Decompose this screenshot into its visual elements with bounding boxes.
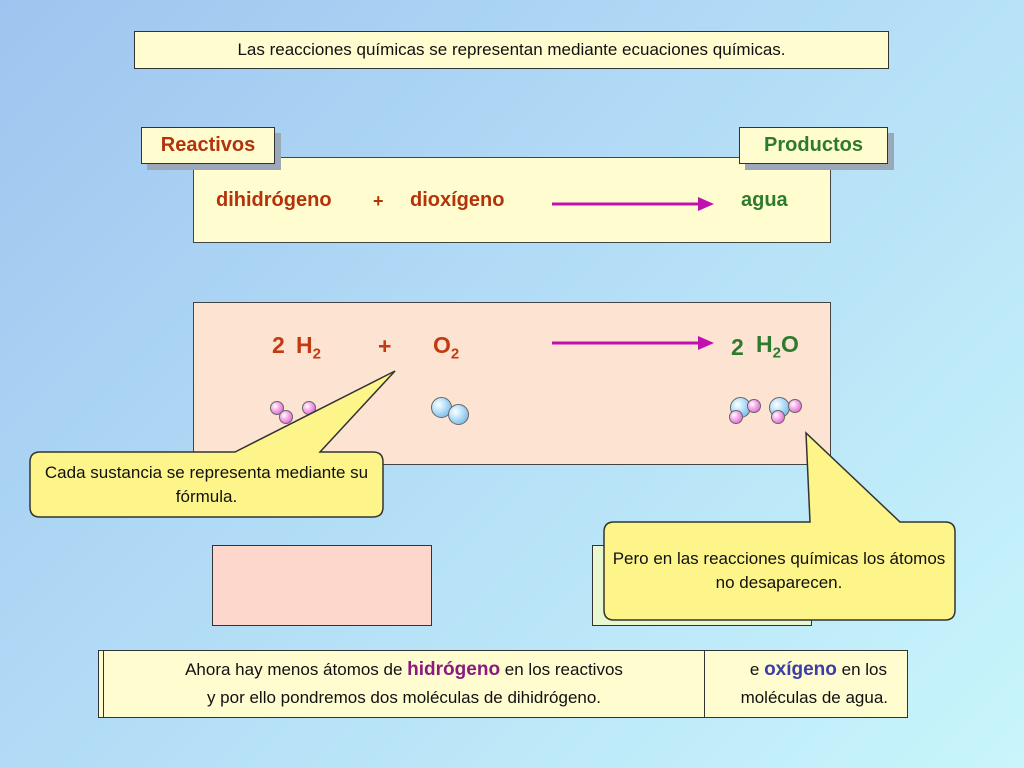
reactants-label-text: Reactivos bbox=[160, 134, 256, 156]
hydrogen-note-line2: y por ello pondremos dos moléculas de dihidrógeno. bbox=[206, 688, 602, 707]
oxygen-highlight: oxígeno bbox=[764, 659, 837, 680]
callout-atoms bbox=[604, 522, 954, 620]
word-product: agua bbox=[741, 189, 788, 211]
oxygen-note-line2: moléculas de agua. bbox=[740, 688, 888, 707]
h2o-o-symbol: O bbox=[780, 331, 799, 357]
word-reactant-2: dioxígeno bbox=[410, 189, 505, 211]
o2-symbol: O bbox=[433, 332, 451, 358]
coefficient-h2: 2 bbox=[272, 332, 285, 358]
word-reactant-1: dihidrógeno bbox=[216, 189, 332, 211]
hydrogen-note-post: en los reactivos bbox=[500, 660, 623, 679]
oxygen-note-line1 bbox=[750, 656, 887, 684]
hydrogen-highlight: hidrógeno bbox=[407, 659, 501, 680]
title-text: Las reacciones químicas se representan mediante ecuaciones químicas. bbox=[237, 40, 786, 59]
hydrogen-note-box bbox=[103, 650, 705, 718]
hydrogen-note-line1 bbox=[104, 656, 704, 684]
h2o-subscript: 2 bbox=[772, 344, 781, 362]
word-plus-sign: + bbox=[373, 191, 384, 211]
formula-plus-sign: + bbox=[378, 333, 392, 359]
oxygen-note-post: en los bbox=[836, 660, 887, 679]
o2-subscript: 2 bbox=[450, 345, 460, 363]
callout-formula-text: Cada sustancia se representa mediante su fórmula. bbox=[44, 462, 369, 506]
h2-subscript: 2 bbox=[312, 345, 321, 363]
h2-symbol: H bbox=[296, 332, 313, 358]
oxygen-note-pre: e bbox=[749, 660, 765, 679]
hydrogen-note-pre: Ahora hay menos átomos de bbox=[185, 660, 408, 679]
coefficient-h2o: 2 bbox=[731, 334, 744, 360]
h2o-h-symbol: H bbox=[756, 331, 773, 357]
callout-atoms-text: Pero en las reacciones químicas los átomos no desaparecen. bbox=[612, 549, 946, 592]
products-label-text: Productos bbox=[764, 134, 863, 156]
